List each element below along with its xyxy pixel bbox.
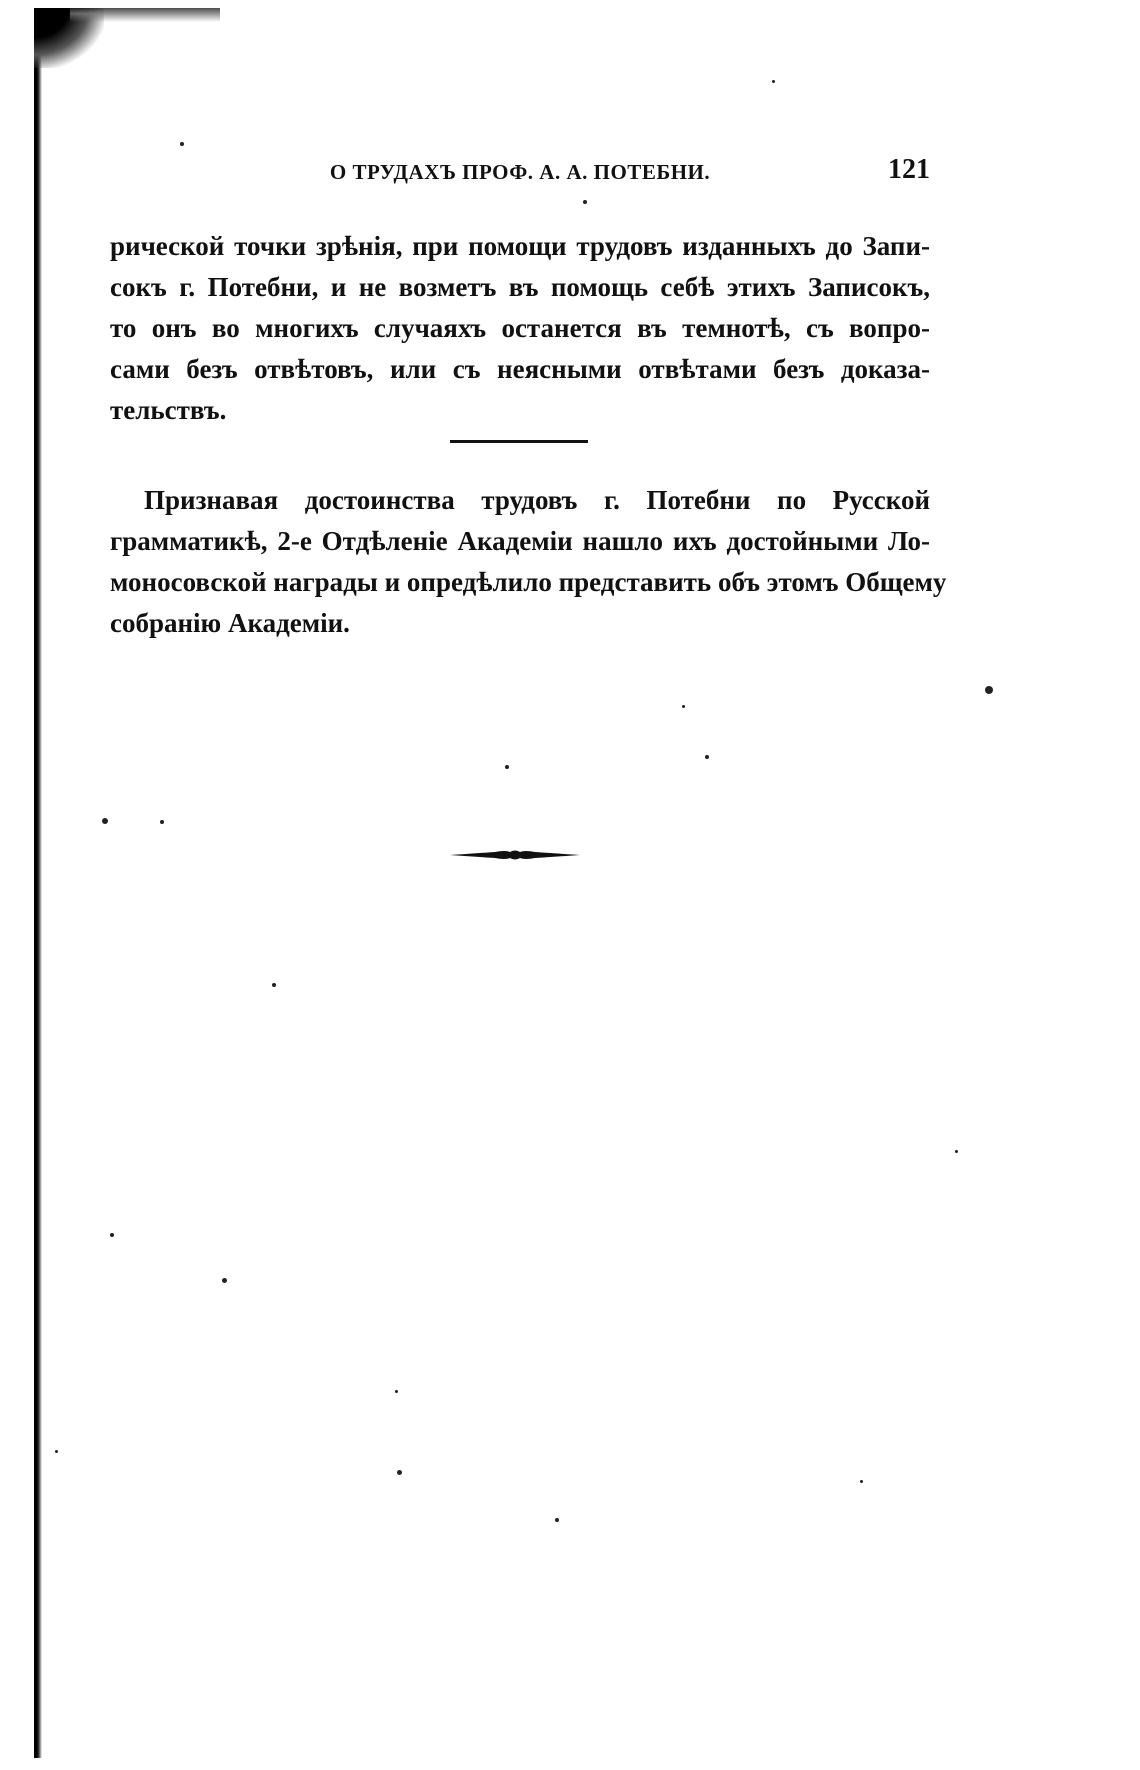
text-line: грамматикѣ, 2-е Отдѣленіе Академіи нашло ихъ достойными Ло- [110,526,930,556]
scan-speck [985,686,993,694]
paragraph-2 [110,480,947,644]
scan-speck [180,142,184,146]
text-line: сами безъ отвѣтовъ, или съ неясными отвѣтами безъ доказа- [110,354,930,384]
text-line: моносовской награды и опредѣлило представить объ этомъ Общему [110,567,947,597]
scan-speck [55,1450,58,1453]
text-line: то онъ во многихъ случаяхъ останется въ темнотѣ, съ вопро- [110,313,930,343]
scan-speck [110,1233,114,1237]
scan-speck [860,1480,863,1483]
text-line: сокъ г. Потебни, и не возметъ въ помощь себѣ этихъ Записокъ, [110,272,930,302]
scan-speck [160,820,164,824]
section-divider-rule [450,440,588,443]
text-line: Признавая достоинства трудовъ г. Потебни по Русской [144,485,930,515]
scan-speck [583,200,587,204]
running-title: О ТРУДАХЪ ПРОФ. А. А. ПОТЕБНИ. [329,160,711,184]
scan-speck [397,1470,402,1475]
scan-speck [272,983,276,987]
paragraph-1 [110,226,930,431]
scan-speck [395,1390,398,1393]
scan-speck [505,765,509,769]
scan-speck [555,1518,559,1522]
page-number: 121 [888,154,930,185]
text-line: тельствъ. [110,395,227,425]
scan-speck [772,80,775,83]
scan-speck [102,818,108,824]
scan-speck [705,755,709,759]
text-line: собранію Академіи. [110,608,350,638]
page-header [110,154,930,190]
scan-speck [955,1150,958,1153]
scan-top-shadow [70,8,220,22]
end-ornament [450,848,580,862]
scan-speck [682,705,685,708]
text-line: рической точки зрѣнія, при помощи трудовъ изданныхъ до Запи- [110,231,930,261]
scan-edge-shadow [34,8,42,1758]
scan-speck [222,1278,227,1283]
